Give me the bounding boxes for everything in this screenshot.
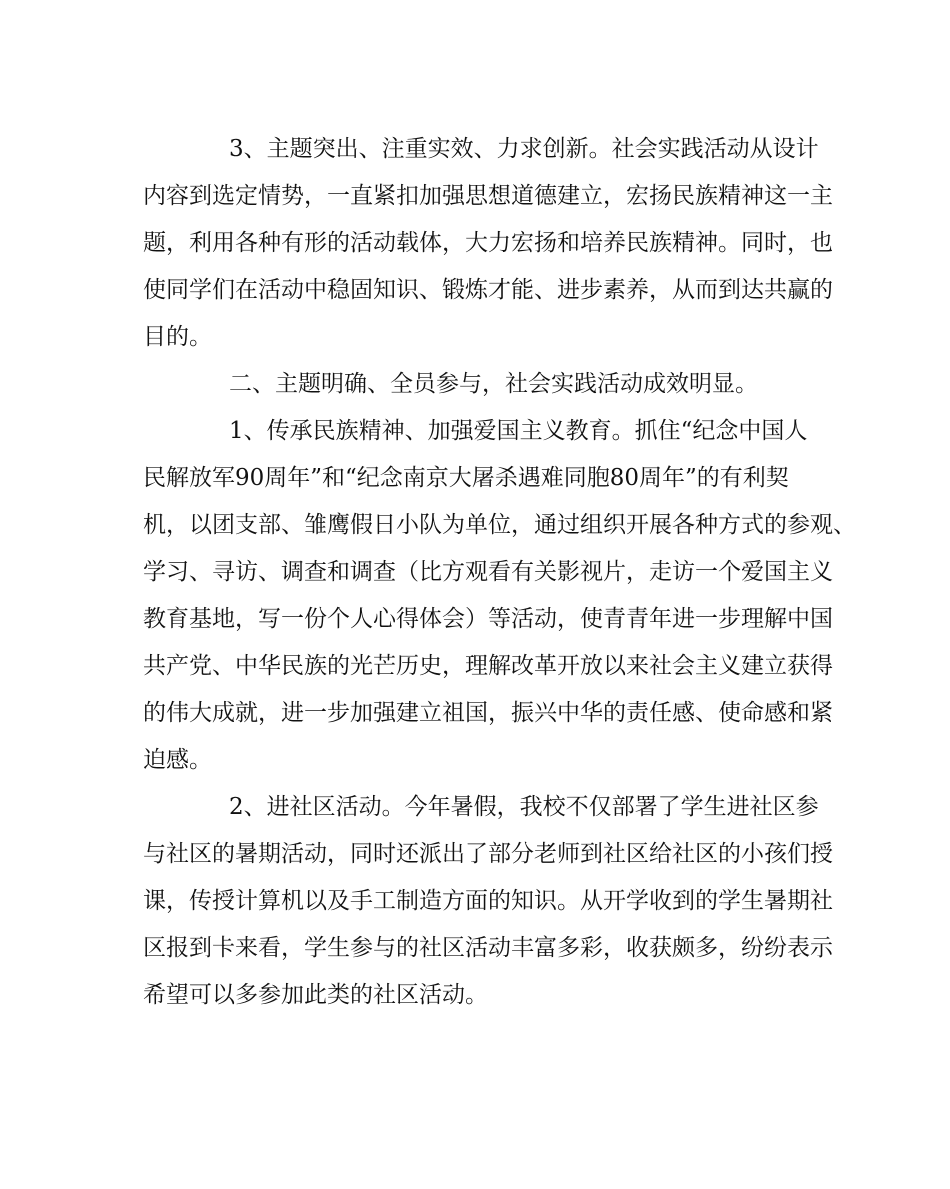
section-heading: 二、主题明确、全员参与，社会实践活动成效明显。 — [229, 371, 758, 397]
paragraph-line: 使同学们在活动中稳固知识、锻炼才能、进步素养，从而到达共赢的 — [143, 277, 833, 303]
paragraph-line: 目的。 — [143, 324, 212, 350]
paragraph-line: 课，传授计算机以及手工制造方面的知识。从开学收到的学生暑期社 — [143, 888, 833, 914]
paragraph-line: 内容到选定情势，一直紧扣加强思想道德建立，宏扬民族精神这一主 — [143, 183, 833, 209]
paragraph-line: 2、进社区活动。今年暑假，我校不仅部署了学生进社区参 — [229, 794, 819, 820]
paragraph-theme-innovation — [143, 126, 833, 361]
paragraph-line: 迫感。 — [143, 747, 212, 773]
paragraph-line: 希望可以多参加此类的社区活动。 — [143, 982, 488, 1008]
paragraph-line: 的伟大成就，进一步加强建立祖国，振兴中华的责任感、使命感和紧 — [143, 700, 833, 726]
paragraph-line: 机，以团支部、雏鹰假日小队为单位，通过组织开展各种方式的参观、 — [143, 512, 856, 538]
paragraph-line: 题，利用各种有形的活动载体，大力宏扬和培养民族精神。同时，也 — [143, 230, 833, 256]
paragraph-line: 与社区的暑期活动，同时还派出了部分老师到社区给社区的小孩们授 — [143, 841, 833, 867]
paragraph-patriotism — [143, 408, 856, 784]
paragraph-line: 教育基地，写一份个人心得体会）等活动，使青青年进一步理解中国 — [143, 606, 833, 632]
document-body — [143, 126, 856, 1019]
paragraph-line: 共产党、中华民族的光芒历史，理解改革开放以来社会主义建立获得 — [143, 653, 833, 679]
paragraph-line: 学习、寻访、调查和调查（比方观看有关影视片，走访一个爱国主义 — [143, 559, 833, 585]
paragraph-line: 区报到卡来看，学生参与的社区活动丰富多彩，收获颇多，纷纷表示 — [143, 935, 833, 961]
paragraph-line: 民解放军90周年”和“纪念南京大屠杀遇难同胞80周年”的有利契 — [143, 465, 789, 491]
section-heading-two — [143, 361, 823, 408]
paragraph-line: 3、主题突出、注重实效、力求创新。社会实践活动从设计 — [229, 136, 819, 162]
paragraph-community — [143, 784, 833, 1019]
paragraph-line: 1、传承民族精神、加强爱国主义教育。抓住“纪念中国人 — [229, 418, 808, 444]
